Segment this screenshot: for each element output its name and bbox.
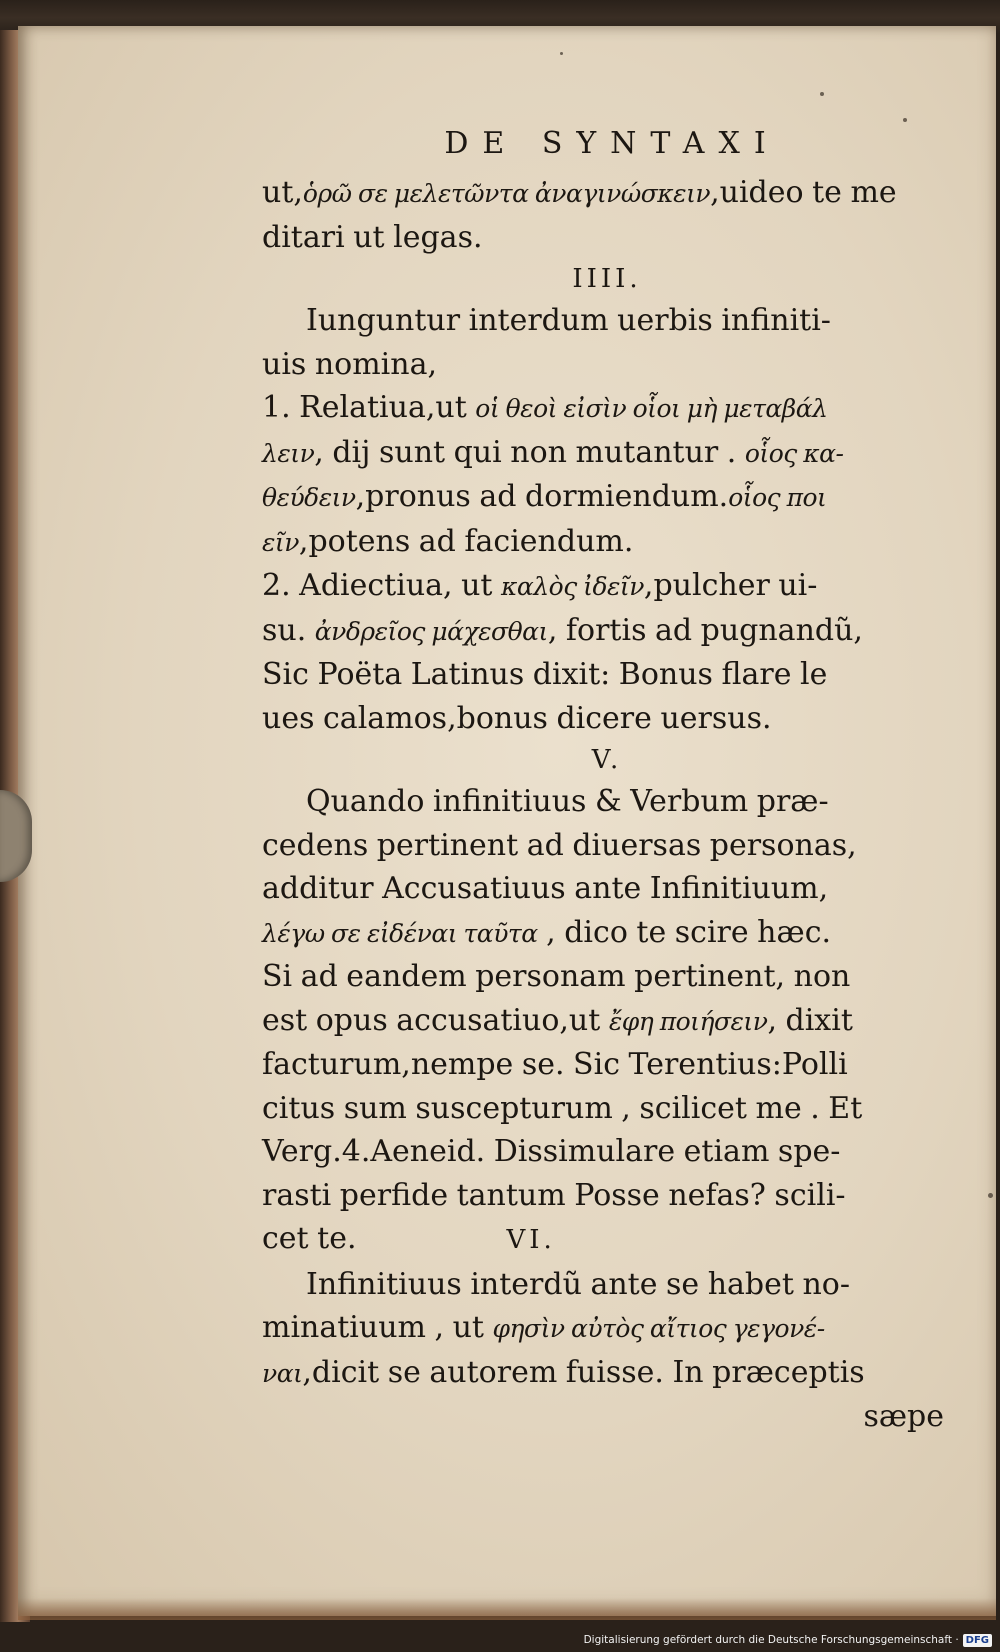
latin-text: ,pronus ad dormiendum. [355,479,729,514]
latin-text: cedens pertinent ad diuersas personas, [262,827,857,863]
running-head: DE SYNTAXI [444,126,780,161]
latin-text: 1. Relatiua,ut [262,390,476,425]
text-line [262,867,952,911]
latin-text: , fortis ad pugnandũ, [547,612,863,648]
text-line [262,343,952,387]
greek-phrase: θεύδειν [262,483,356,512]
text-line [262,431,952,476]
greek-phrase: οἱ θεοὶ εἰσὶν οἷοι μὴ μεταβάλ [475,394,828,423]
latin-text: rasti perfide tantum Posse nefas? scili- [262,1177,846,1213]
latin-text: citus sum suscepturum , scilicet me . Et [262,1090,863,1126]
latin-text: additur Accusatiuus ante Infinitiuum, [262,871,829,906]
paper-speck [903,118,907,122]
paper-speck [988,1193,993,1198]
latin-text: 2. Adiectiua, ut [262,568,502,603]
latin-text: facturum,nempe se. Sic Terentius:Polli [262,1047,848,1082]
text-line [262,299,952,343]
text-line [262,1174,952,1218]
latin-text: ues calamos,bonus dicere uersus. [262,700,772,736]
text-line [262,1043,952,1087]
latin-text: est opus accusatiuo,ut [262,1002,609,1038]
latin-text: ,pulcher ui- [643,568,818,603]
latin-text: Quando infinitiuus & Verbum præ- [306,784,829,819]
greek-phrase: ὁρῶ σε μελετῶντα ἀναγινώσκειν [302,179,711,208]
latin-text: Si ad eandem personam pertinent, non [262,959,851,994]
digitization-credit [584,1630,992,1650]
paper-speck [820,92,824,96]
greek-phrase: ναι [262,1358,303,1388]
greek-phrase: φησὶν αὐτὸς αἴτιος γεγονέ- [492,1314,825,1343]
text-line [262,1395,952,1439]
text-line [262,1351,952,1396]
greek-phrase: ἔφη ποιήσειν [608,1006,768,1036]
text-line [262,386,952,431]
text-line [262,1087,952,1131]
text-line [262,609,952,654]
text-line [262,171,952,216]
greek-phrase: ἀνδρεῖος μάχεσθαι [314,616,548,646]
section-number: V. [591,745,623,775]
text-line [262,1306,952,1351]
greek-phrase: λέγω σε εἰδέναι ταῦτα [262,918,538,948]
latin-text: , dij sunt qui non mutantur . [314,434,745,470]
greek-phrase: οἷος κα- [744,438,844,468]
text-line [262,780,952,824]
greek-phrase: οἷος ποι [728,483,827,512]
text-line [262,475,952,520]
latin-text: Iunguntur interdum uerbis infiniti- [306,303,831,338]
latin-text: ut, [262,175,303,210]
text-line [262,1263,952,1307]
latin-text: ditari ut legas. [262,219,483,255]
section-number: VI. [506,1225,556,1255]
text-line [262,1130,952,1174]
latin-text: ,uideo te me [710,175,897,210]
section-number: IIII. [572,264,642,294]
latin-text: su. [262,612,315,648]
text-line [262,216,952,260]
text-line [262,564,952,609]
text-line [262,1217,952,1263]
text-line [262,999,952,1044]
latin-text: Sic Poëta Latinus dixit: Bonus flare le [262,657,828,692]
latin-text: Infinitiuus interdũ ante se habet no- [306,1266,850,1302]
latin-text: ,dicit se autorem fuisse. In præceptis [302,1354,865,1390]
latin-text: ,potens ad faciendum. [298,523,634,559]
latin-text: cet te. [262,1221,357,1256]
text-line [262,911,952,956]
page-bottom-edge [18,1598,996,1620]
text-line [262,955,952,999]
greek-phrase: λειν [262,438,315,468]
text-line [262,697,952,741]
latin-text: minatiuum , ut [262,1310,493,1345]
text-line [262,520,952,565]
paper-speck [560,52,563,55]
credit-text: Digitalisierung gefördert durch die Deutsche Forschungsgemeinschaft · [583,1634,959,1646]
text-lines [262,171,952,1439]
latin-text: uis nomina, [262,346,438,382]
text-line [262,824,952,868]
latin-text: , dixit [767,1002,853,1038]
latin-text: sæpe [863,1399,944,1434]
latin-text: Verg.4.Aeneid. Dissimulare etiam spe- [262,1134,841,1169]
page-text [262,126,952,1439]
greek-phrase: καλὸς ἰδεῖν [501,572,644,601]
greek-phrase: εῖν [262,527,299,557]
dfg-logo: DFG [963,1634,992,1647]
text-line [262,653,952,697]
latin-text: , dico te scire hæc. [537,914,832,950]
